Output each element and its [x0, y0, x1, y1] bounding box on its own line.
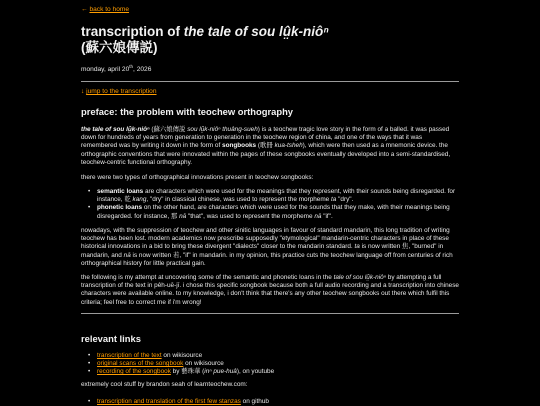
link-recording-youtube[interactable]: recording of the songbook [97, 368, 171, 376]
list-item: • phonetic loans on the other hand, are characters which were used for the sounds that they make, with their meanings being disregarded. for instance, 那 nā "that", was used to represent the morpheme nā "if". [97, 204, 459, 220]
brandon-seah-note: extremely cool stuff by brandon seah of learnteochew.com: [81, 381, 248, 388]
link-transcription-wikisource[interactable]: transcription of the text [97, 352, 162, 359]
preface-paragraph-4: the following is my attempt at uncovering some of the semantic and phonetic loans in the tale of sou lṳ̂k-niôⁿ by attempting a full transcription of the text in pêh-uē-jī. i chose this specific songbook because both a full audio recording and a transcription into chinese characters were available online. to my knowledge, i don't think that there's any other teochew songbooks out there which fulfil this criteria; feel free to correct me if i'm wrong! [81, 274, 459, 306]
preface-heading: preface: the problem with teochew orthography [81, 106, 294, 117]
link-github-stanzas[interactable]: transcription and translation of the first few stanzas [97, 398, 241, 405]
post-date: monday, april 20th, 2026 [81, 63, 152, 73]
list-item: • transcription and translation of the first few stanzas on github [97, 398, 459, 406]
preface-paragraph-3: nowadays, with the suppression of teochew and other sinitic languages in favour of standard mandarin, this long tradition of writing teochew has been lost. modern academics now prescribe supposedly "etymological" mandarin-centric characters in place of these historical innovations in a bid to bring these divergent "dialects" closer to the mandarin standard. ta is now written 焦, "burned" in mandarin, and nā is now written 若, "if" in mandarin. in my opinion, this practice cuts the teochew language off from centuries of rich orthographical history for little practical gain. [81, 227, 453, 267]
back-arrow-icon: ← [81, 6, 88, 13]
list-item: • transcription of the text on wikisource [97, 352, 459, 360]
back-home-label: back to home [89, 6, 130, 13]
divider [81, 81, 459, 82]
relevant-links-list [81, 352, 459, 377]
back-home-link[interactable] [81, 6, 129, 14]
down-arrow-icon: ↓ [81, 88, 85, 95]
list-item: • semantic loans are characters which were used for the meanings that they represent, with their sounds being disregarded. for instance, 乾 kang, "dry" in classical chinese, was used to represent the morpheme ta "dry". [97, 188, 459, 204]
preface-paragraph-2: there were two types of orthographical innovations present in teochew songbooks: [81, 174, 314, 181]
page-title: transcription of the tale of sou lṳ̂k-niôⁿ (蘇六娘傳説) [81, 24, 329, 55]
divider [81, 313, 459, 314]
list-item: • original scans of the songbook on wikisource [97, 360, 459, 368]
loan-types-list [81, 188, 459, 221]
list-item: • recording of the songbook by 藝珠華 (inⁿ pue-huâ), on youtube [97, 368, 459, 376]
link-original-scans[interactable]: original scans of the songbook [97, 360, 184, 368]
preface-paragraph-1: the tale of sou lṳ̂k-niôⁿ (蘇六娘傳説 sou lṳ̂k-niôⁿ thuâng-sueh) is a teochew tragic love story in the form of a balled. it was passed down for hundreds of years from generation to generation in the teochew region of china, and one of the ways that it was remembered was by writing it down in the form of songbooks (歌冊 kua-tsheh), which were then used as a mnemonic device. the orthographic conventions that were innovated within the pages of these songbooks eventually developed into a semi-standardised, teochew-centric functional orthography. [81, 126, 451, 166]
relevant-links-heading: relevant links [81, 333, 141, 344]
jump-label: jump to the transcription [86, 88, 157, 95]
jump-to-transcription-link[interactable] [81, 88, 157, 96]
